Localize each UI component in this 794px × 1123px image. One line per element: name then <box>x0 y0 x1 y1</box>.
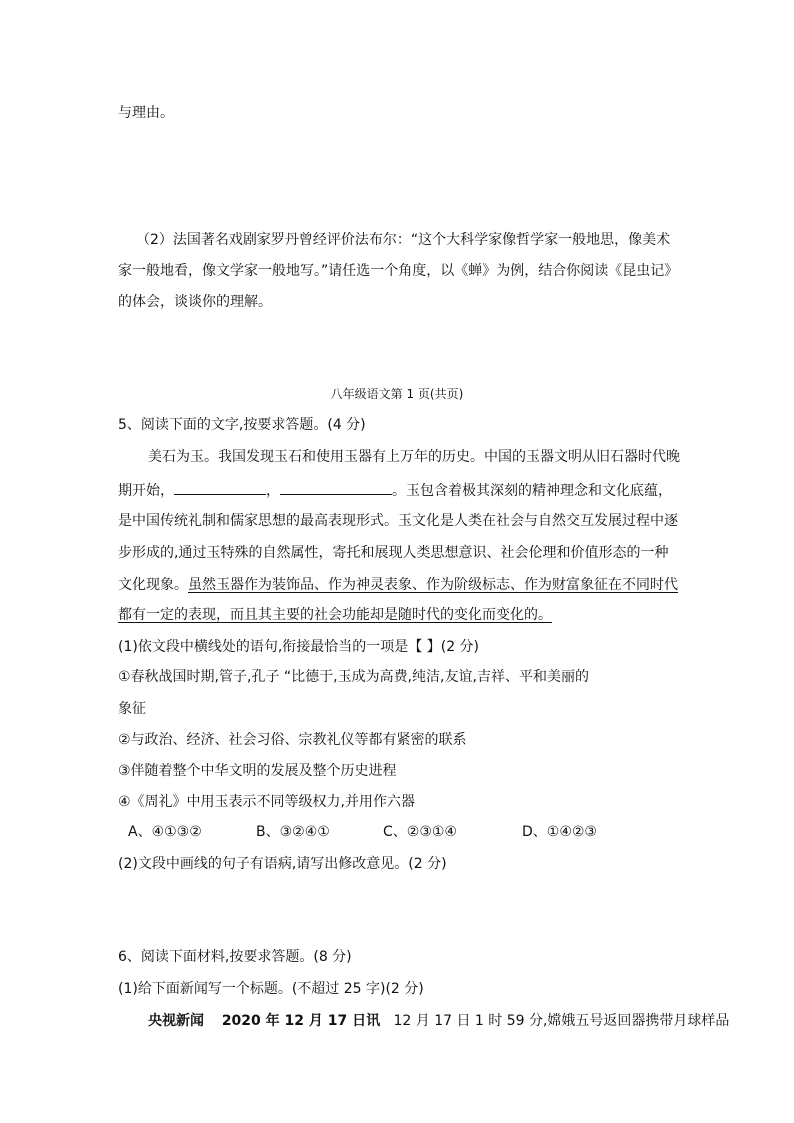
q5-item1a: ①春秋战国时期,管子,孔子 “比德于,玉成为高费,纯洁,友谊,吉祥、平和美丽的 <box>118 669 589 685</box>
page-footer: 八年级语文第 1 页(共页) <box>330 387 464 401</box>
q5-p2-sep: ， <box>266 483 280 499</box>
q5-item4: ④《周礼》中用玉表示不同等级权力,并用作六器 <box>118 794 415 810</box>
q5-sub1: (1)依文段中横线处的语句,衔接最恰当的一项是【 】(2 分) <box>118 639 480 655</box>
q5-p2 <box>118 480 672 500</box>
news-date: 2020 年 12 月 17 日讯 <box>221 1013 381 1029</box>
q6-heading: 6、阅读下面材料,按要求答题。(8 分) <box>118 949 352 965</box>
blank-2[interactable] <box>280 480 392 495</box>
option-b[interactable]: B、③②④① <box>256 824 330 840</box>
option-d[interactable]: D、①④②③ <box>522 824 597 840</box>
q4-2-line3: 的体会，谈谈你的理解。 <box>118 294 272 310</box>
q5-p6: 都有一定的表现，而且其主要的社会功能却是随时代的变化而变化的。 <box>118 607 552 623</box>
q4-2-line1: （2）法国著名戏剧家罗丹曾经评价法布尔：“这个大科学家像哲学家一般地思，像美术 <box>136 232 671 248</box>
q5-p1: 美石为玉。我国发现玉石和使用玉器有上万年的历史。中国的玉器文明从旧石器时代晚 <box>148 449 680 465</box>
q5-p2-b: 。玉包含着极其深刻的精神理念和文化底蕴， <box>392 483 672 499</box>
option-a[interactable]: A、④①③② <box>128 824 202 840</box>
q5-p2-a: 期开始， <box>118 483 174 499</box>
q5-heading: 5、阅读下面的文字,按要求答题。(4 分) <box>118 417 366 433</box>
news-source: 央视新闻 <box>148 1013 204 1029</box>
q5-item2: ②与政治、经济、社会习俗、宗教礼仪等都有紧密的联系 <box>118 732 467 748</box>
q4-2-line2: 家一般地看，像文学家一般地写。”请任选一个角度，以《蝉》为例，结合你阅读《昆虫记》 <box>118 263 679 279</box>
q5-p3: 是中国传统礼制和儒家思想的最高表现形式。玉文化是人类在社会与自然交互发展过程中逐 <box>118 513 678 529</box>
q6-sub1: (1)给下面新闻写一个标题。(不超过 25 字)(2 分) <box>118 981 424 997</box>
blank-1[interactable] <box>174 480 266 495</box>
q5-p4: 步形成的,通过玉特殊的自然属性，寄托和展现人类思想意识、社会伦理和价值形态的一种 <box>118 545 669 561</box>
option-c[interactable]: C、②③①④ <box>383 824 457 840</box>
q5-item3: ③伴随着整个中华文明的发展及整个历史进程 <box>118 763 397 779</box>
q5-underlined-sentence-a: 虽然玉器作为装饰品、作为神灵表象、作为阶级标志、作为财富象征在不同时代 <box>188 577 678 593</box>
q5-item1b: 象征 <box>118 701 146 717</box>
news-text: 12 月 17 日 1 时 59 分,嫦娥五号返回器携带月球样品 <box>393 1013 730 1029</box>
reason-end-line: 与理由。 <box>118 105 174 121</box>
q5-p5 <box>118 576 678 594</box>
q6-news-line <box>148 1012 729 1030</box>
q5-sub2: (2)文段中画线的句子有语病,请写出修改意见。(2 分) <box>118 856 447 872</box>
q5-p5-a: 文化现象。 <box>118 577 188 593</box>
